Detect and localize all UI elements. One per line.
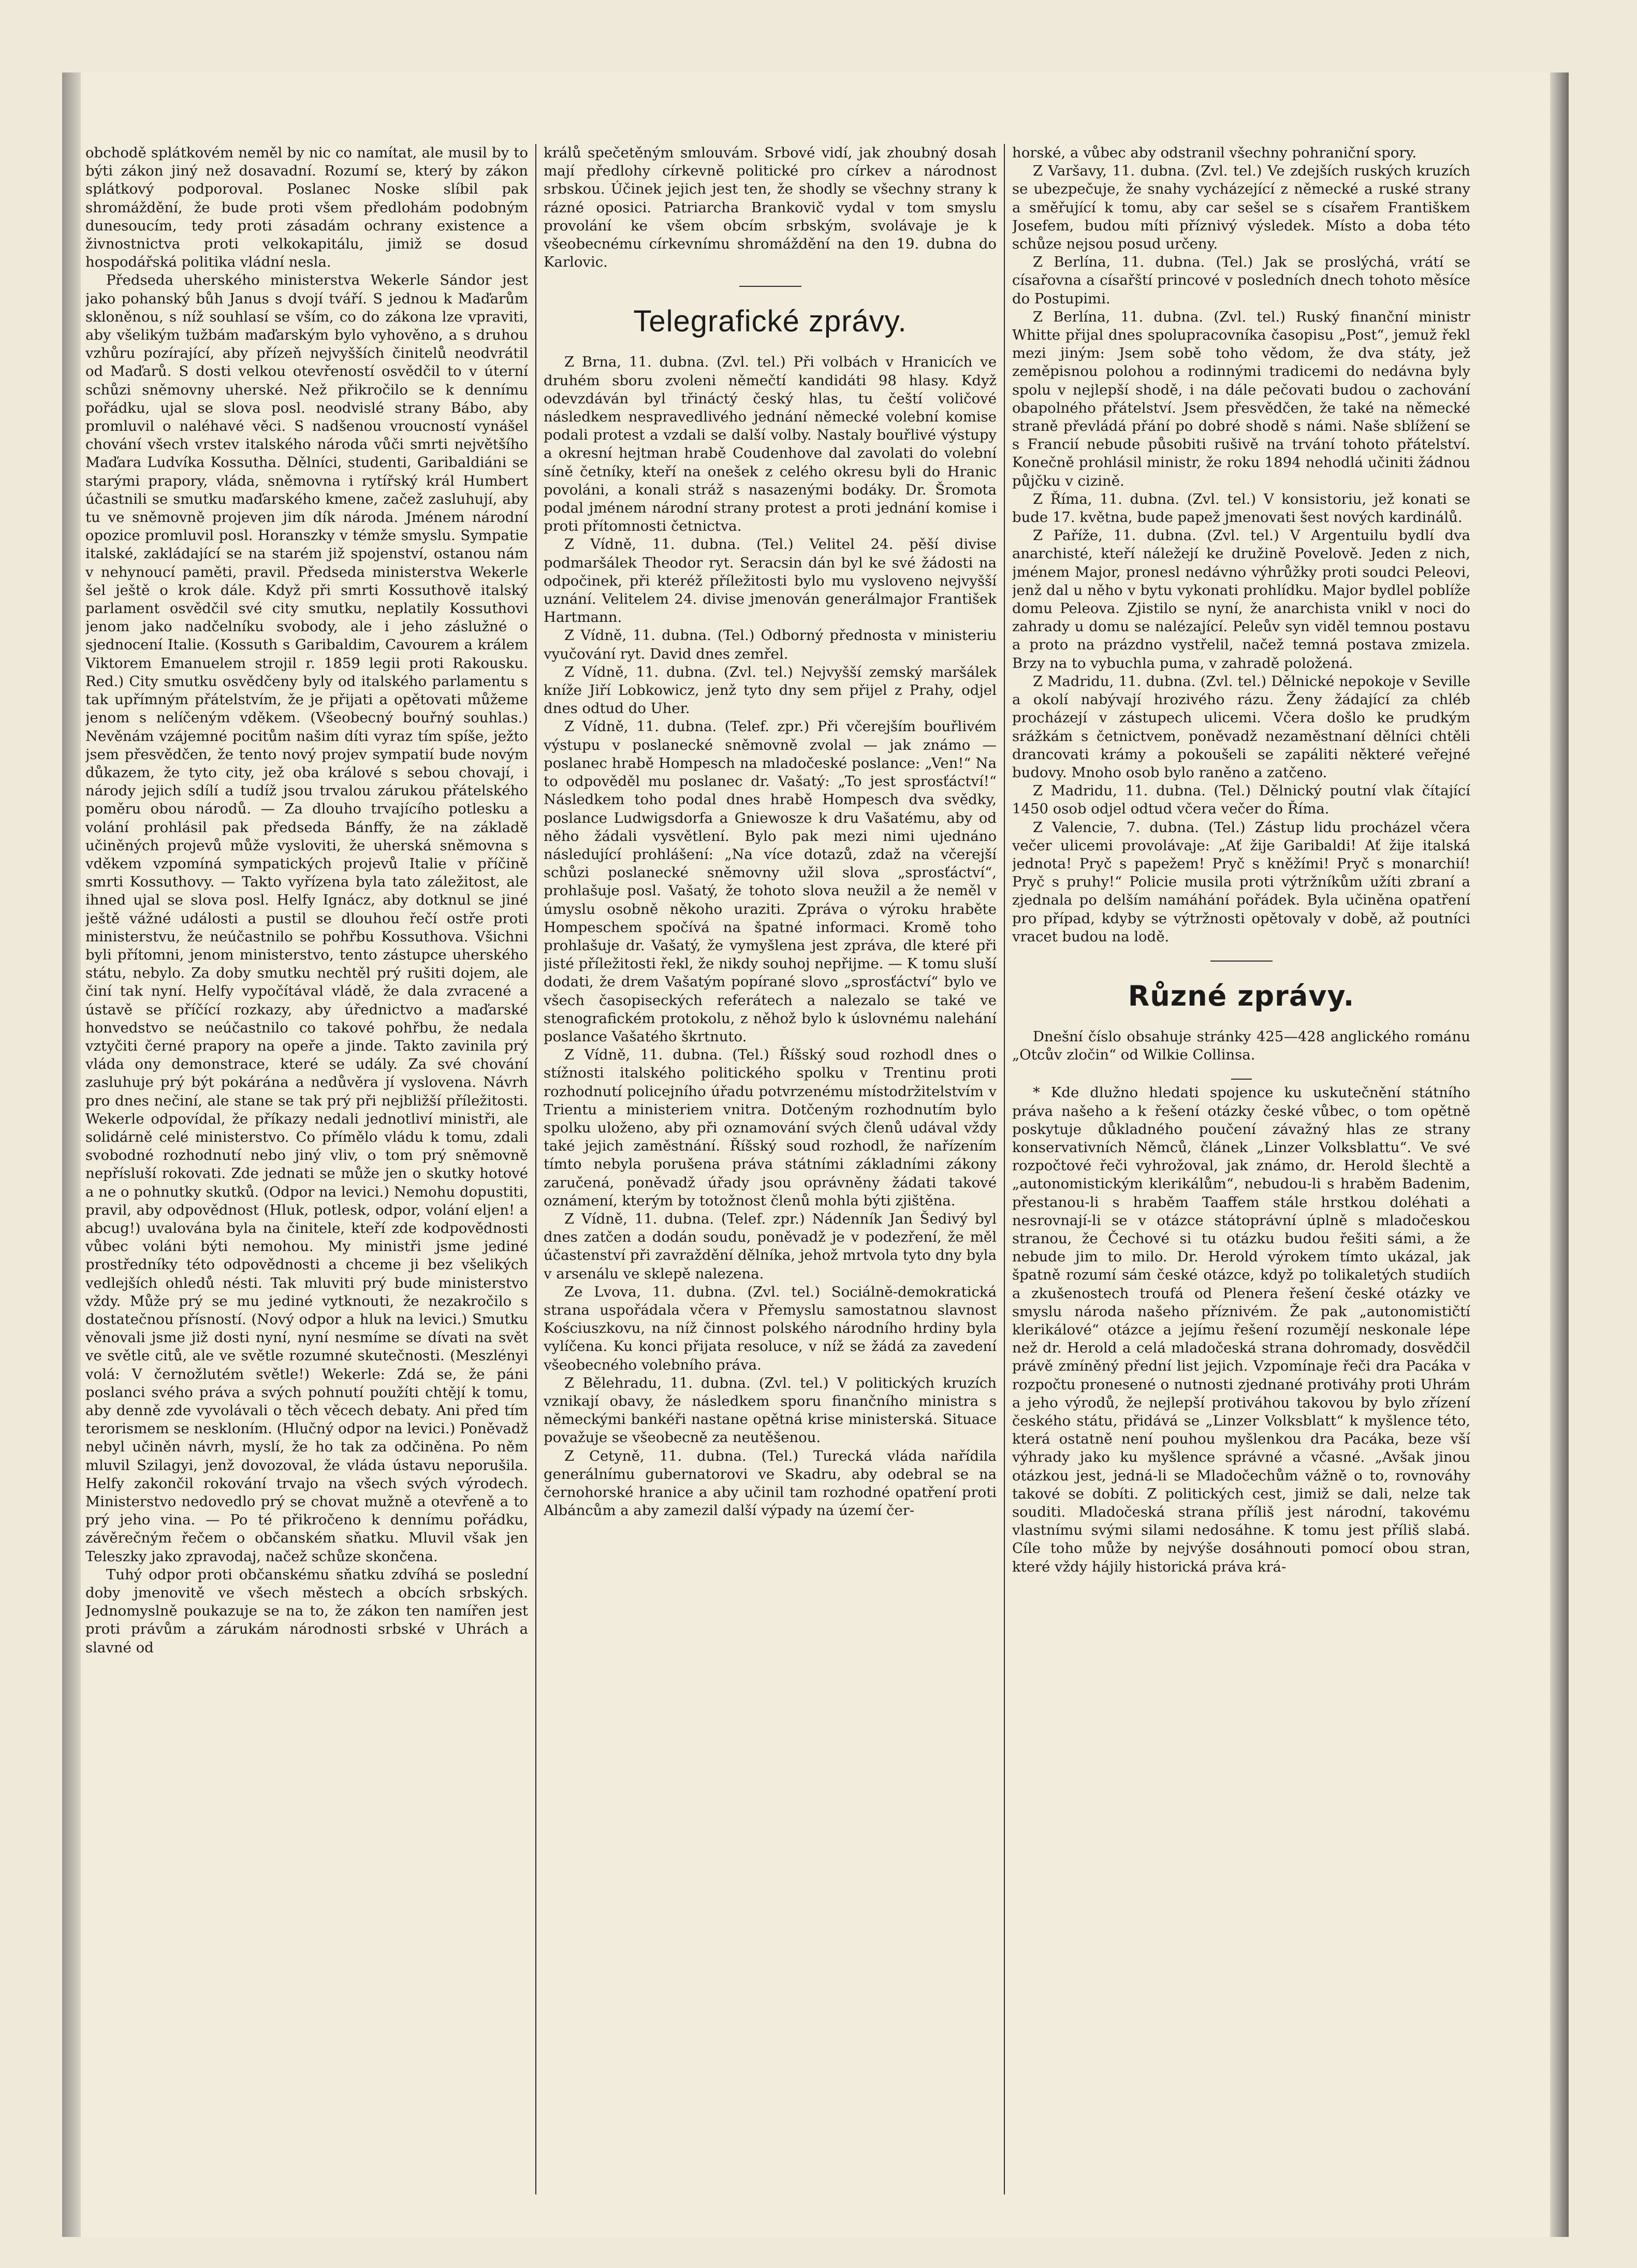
column-right [1012, 144, 1470, 2194]
paragraph: Tuhý odpor proti občanskému sňatku zdvíhá se poslední doby jmenovitě ve všech městech a obcích srbských. Jednomyslně poukazuje se na to, že zákon ten namířen jest proti právům a zárukám národnosti srbské v Uhrách a slavné od [85, 1566, 528, 1656]
news-item: Z Madridu, 11. dubna. (Zvl. tel.) Dělnické nepokoje v Seville a okolí nabývají hrozivého rázu. Ženy žádající za chléb procházejí v zástupech ulicemi. Včera došlo ke prudkým srážkám s četnictvem, poněvadž nezaměstnaní dělníci chtěli drancovati krámy a pokoušeli se zapáliti některé veřejné budovy. Mnoho osob bylo raněno a zatčeno. [1012, 673, 1470, 781]
news-item: Z Paříže, 11. dubna. (Zvl. tel.) V Argentuilu bydlí dva anarchisté, kteří náležejí ke družině Povelově. Jeden z nich, jménem Major, pronesl nedávno výhrůžky proti soudci Peleovi, jenž dal u něho v bytu vykonati prohlídku. Major bydlel poblíže domu Peleova. Zjistilo se nyní, že anarchista vnikl v noci do zahrady u domu se nalézající. Peleův syn viděl temnou postavu a proto na prázdno vystřelil, načež temná postava zmizela. Brzy na to vybuchla puma, v zahradě položená. [1012, 527, 1470, 672]
section-divider [739, 286, 801, 287]
news-item: Z Vídně, 11. dubna. (Telef. zpr.) Při včerejším bouřlivém výstupu v poslanecké sněmovně zvolal — jak známo — poslanec hrabě Hompesch na mladočeské poslance: „Ven!“ Na to odpověděl mu poslanec dr. Vašatý: „To jest sprosťáctví!“ Následkem toho podal dnes hrabě Hompesch dva svědky, poslance Ludwigsdorfa a Gniewosze k dru Vašatému, aby od něho žádali vysvětlení. Bylo pak mezi nimi ujednáno následující prohlášení: „Na více dotazů, zdaž na včerejší schůzi poslanecké sněmovny užil slova „sprosťáctví“, prohlašuje posl. Vašatý, že tohoto slova neužil a že neměl v úmyslu osobně někoho uraziti. Zpráva o výroku hraběte Hompeschem spočívá na špatné informaci. Kromě toho prohlašuje dr. Vašatý, že vymyšlena jest zpráva, dle které při jisté příležitosti řekl, že nikdy souhoj nepřijme. — K tomu sluší dodati, že drem Vašatým popírané slovo „sprosťáctví“ bylo ve všech časopiseckých referátech a nalezalo se také ve stenografickém protokolu, z něhož bylo k úslovnému nalehání poslance Vašatého škrtnuto. [544, 718, 997, 1045]
news-item: horské, a vůbec aby odstranil všechny pohraniční spory. [1012, 144, 1417, 161]
news-item: Z Cetyně, 11. dubna. (Tel.) Turecká vláda nařídila generálnímu gubernatorovi ve Skadru, aby odebral se na černohorské hranice a aby učinil tam rozhodné opatření proti Albáncům a aby zamezil další výpady na území čer- [544, 1447, 997, 1519]
news-item: Z Valencie, 7. dubna. (Tel.) Zástup lidu procházel včera večer ulicemi provolávaje: „Ať žije Garibaldi! Ať žije italská jednota! Pryč s papežem! Pryč s kněžími! Pryč s monarchií! Pryč s pruhy!“ Policie musila proti výtržníkům užíti zbraní a zjednala po delším namáhání pořádek. Byla učiněna opatření pro případ, kdyby se výtržnosti opětovaly v době, až poutníci vracet budou na lodě. [1012, 819, 1470, 945]
news-item: Z Vídně, 11. dubna. (Tel.) Velitel 24. pěší divise podmaršálek Theodor ryt. Seracsin dán byl ke své žádosti na odpočinek, při kteréž příležitosti bylo mu vysloveno nejvyšší uznání. Velitelem 24. divise jmenován generálmajor František Hartmann. [544, 536, 997, 626]
news-item: Z Varšavy, 11. dubna. (Zvl. tel.) Ve zdejších ruských kruzích se ubezpečuje, že snahy vycházející z německé a ruské strany a směřující k tomu, aby car sešel se s císařem Františkem Josefem, budou míti příznivý výsledek. Místo a doba této schůze nejsou posud určeny. [1012, 163, 1470, 253]
section-divider [1210, 961, 1273, 962]
news-item: Ze Lvova, 11. dubna. (Zvl. tel.) Sociálně-demokratická strana uspořádala včera v Přemyslu samostatnou slavnost Kościuszkovu, na níž činnost polského národního hrdiny byla vylíčena. Ku konci přijata resoluce, v níž se žádá za zavedení všeobecného volebního práva. [544, 1283, 997, 1373]
news-item: Z Berlína, 11. dubna. (Tel.) Jak se proslýchá, vrátí se císařovna a císařští princové v posledních dnech tohoto měsíce do Postupimi. [1012, 254, 1470, 307]
article-columns [85, 144, 1470, 2194]
news-item: Z Vídně, 11. dubna. (Zvl. tel.) Nejvyšší zemský maršálek kníže Jiří Lobkowicz, jenž tyto dny sem přijel z Prahy, odjel dnes odtud do Uher. [544, 663, 997, 717]
news-item: Z Vídně, 11. dubna. (Telef. zpr.) Nádenník Jan Šedivý byl dnes zatčen a dodán soudu, poněvadž je v podezření, že měl účastenství při zavraždění dělníka, jehož mrtvola tyto dny byla v arsenálu ve sklepě nalezena. [544, 1210, 997, 1282]
paragraph: Předseda uherského ministerstva Wekerle Sándor jest jako pohanský bůh Janus s dvojí tváří. S jednou k Maďarům skloněnou, s níž souhlasí se vším, co do zákona lze vpraviti, aby všelikým tužbám maďarským bylo vyhověno, a s druhou vzhůru pozírající, aby přízeň nejvyšších činitelů neodvrátil od Maďarů. S dosti velkou otevřeností osvědčil to v úterní schůzi sněmovny uherské. Než přikročilo se k dennímu pořádku, ujal se slova posl. neodvislé strany Bábo, aby promluvil o naléhavé věci. S nadšenou vroucností vynášel chování všech vrstev italského národa vůči smrti největšího Maďara Ludvíka Kossutha. Dělníci, studenti, Garibaldiáni se starými prapory, vláda, sněmovna i rytířský král Humbert účastnili se smutku maďarského kmene, začež zasluhují, aby tu ve sněmovně projeven jim dík národa. Jménem národní opozice promluvil posl. Horanszky v témže smyslu. Sympatie italské, zakládající se na starém již spojenství, ostanou nám v nehynoucí paměti, pravil. Předseda ministerstva Wekerle šel ještě o krok dále. Když při smrti Kossuthově italský parlament osvědčil své city smutku, neplatily Kossuthovi jenom jako nadčelníku svobody, ale i jeho záslužné o sjednocení Italie. (Kossuth s Garibaldim, Cavourem a králem Viktorem Emanuelem strojil r. 1859 legii proti Rakousku. Red.) City smutku osvědčeny byly od italského parlamentu s tak upřímným přátelstvím, že je přijati a opětovati můžeme jenom s nelíčeným vděkem. (Všeobecný bouřný souhlas.) Nevěnám vzájemné pocitům našim díti vyraz tím spíše, ježto jsem přesvědčen, že tento nový projev sympatií bude novým důkazem, že tyto city, jež oba králové s sebou chovají, i národy jejich sdílí a tudíž jsou trvalou zárukou přátelského poměru obou národů. — Za dlouho trvajícího potlesku a volání prohlásil pak předseda Bánffy, že na základě učiněných projevů může vysloviti, že uherská sněmovna s vděkem vzpomíná sympatických projevů Italie v příčině smrti Kossuthovy. — Takto vyřízena byla tato záležitost, ale ihned ujal se slova posl. Helfy Ignácz, aby dotknul se jiné ještě vážné události a pustil se dlouhou řečí ostře proti ministerstvu, že neúčastnilo se pohřbu Kossuthova. Všichni byli přítomni, jenom ministerstvo, tento zástupce uherského státu, nebylo. Za doby smutku nechtěl prý rušiti dojem, ale činí tak nyní. Helfy vypočítával vládě, že dala zvracené a ústavě se příčící rozkazy, aby úřednictvo a maďarské honvedstvo se neúčastnilo co takové pohřbu, že nedala vztyčiti černé prapory na opeře a jinde. Takto zavinila prý vláda ony demonstrace, které se udály. Za své chování zasluhuje prý být pokárána a nedůvěra jí vyslovena. Návrh pro dnes nečiní, ale stane se tak prý při nejbližší příležitosti. Wekerle odpovídal, že příkazy nedali jednotliví ministři, ale solidárně celé ministerstvo. Co přímělo vládu k tomu, zdali svobodné rozhodnutí nebo jiný vliv, o tom prý sněmovně nepřísluší rokovati. Zde jednati se může jen o skutky hotové a ne o pohnutky skutků. (Odpor na levici.) Nemohu dopustiti, pravil, aby odpovědnost (Hluk, potlesk, odpor, volání eljen! a abcug!) uvalována byla na činitele, kteří zde kodpovědnosti vůbec voláni býti nemohou. My ministři jsme jediné prostředníky této odpovědnosti a chceme ji bez všelikých vedlejších ohledů nésti. Tak mluviti prý bude ministerstvo vždy. Může prý se mu jediné vytknouti, že nezakročilo s dostatečnou přísností. (Nový odpor a hluk na levici.) Smutku věnovali jsme již dosti nyní, nyní nesmíme se dívati na svět ve světle citů, ale ve světle rozumné skutečnosti. (Meszlényi volá: V černožlutém světle!) Wekerle: Zdá se, že páni poslanci svého práva a svých pohnutí použíti chtějí k tomu, aby denně zde vyvolávali o těch věcech debaty. Ani před tím terorismem se neskloním. (Hlučný odpor na levici.) Poněvadž nebyl učiněn návrh, myslí, že ho tak za odčiněna. Po něm mluvil Szilagyi, jenž dovozoval, že vláda ústavu neporušila. Helfy zakončil rokování trvajo na všech svých výrodech. Ministerstvo nedovedlo prý se chovat mužně a otevřeně a to prý jeho vina. — Po té přikročeno k dennímu pořádku, závěrečným řečem o občanském sňatku. Mluvil však jen Teleszky jako zpravodaj, načež schůze skončena. [85, 272, 528, 1565]
column-divider [1004, 144, 1005, 2194]
scan-shadow-right [1550, 72, 1569, 2237]
news-item: Z Madridu, 11. dubna. (Tel.) Dělnický poutní vlak čítající 1450 osob odjel odtud včera večer do Říma. [1012, 782, 1470, 818]
news-item: Z Říma, 11. dubna. (Zvl. tel.) V konsistoriu, jež konati se bude 17. května, bude papež jmenovati šest nových kardinálů. [1012, 490, 1470, 526]
news-item: Z Vídně, 11. dubna. (Tel.) Říšský soud rozhodl dnes o stížnosti italského politického spolku v Trentinu proti rozhodnutí policejního úřadu potvrzenému místodržitelstvím v Trientu a ministeriem vnitra. Dotčeným rozhodnutím bylo spolku uloženo, aby při oznamování svých členů udával vždy také jejich zaměstnání. Říšský soud rozhodl, že nařízením tímto nebyla porušena práva státními základními zákony zaručená, poněvadž úřady jsou oprávněny žádati takové oznámení, kterým by totožnost členů mohla býti zjištěna. [544, 1046, 997, 1209]
article: * Kde dlužno hledati spojence ku uskutečnění státního práva našeho a k řešení otázky české vůbec, o tom opětně poskytuje důkladného poučení závažný hlas ze strany konservativních Němců, článek „Linzer Volksblattu“. Ve své rozpočtové řeči vyhrožoval, jak známo, dr. Herold šlechtě a „autonomistickým klerikálům“, nebudou-li s hraběm Badenim, přestanou-li s hraběm Taaffem stále hrstkou doléhati a nesrovnají-li se v otázce státoprávní úplně s mladočeskou stranou, že Čechové si tu otázku budou řešiti sámi, a že nebude jim to milo. Dr. Herold výrokem tímto ukázal, jak špatně rozumí sám české otázce, když po tolikaletých studiích a zkušenostech troufá od Plenera řešení české otázky ve smyslu národa našeho příznivém. Že pak „autonomističtí klerikálové“ otázce a jejímu řešení rozumějí neskonale lépe než dr. Herold a celá mladočeská strana dohromady, dosvědčil právě zmíněný přední list jejich. Vzpomínaje řeči dra Pacáka v rozpočtu pronesené o nutnosti zjednané protiváhy proti Uhrám a jeho výrodů, že nejlepší protiváhou takovou by bylo zřízení českého státu, přidává se „Linzer Volksblatt“ k myšlence této, která ostatně není pouhou myšlenkou dra Pacáka, beze vší výhrady jako ku myšlence správné a včasné. „Avšak jinou otázkou jest, jedná-li se Mladočechům vážně o to, rovnováhy takové se dobíti. Z politických cest, jimiž se dali, nelze tak souditi. Mladočeská strana příliš jest národní, takovému vlastnímu svými silami nedosáhne. K tomu jest příliš slabá. Cíle toho může by nejvýše dosáhnouti pomocí obou stran, které vždy hájily historická práva krá- [1012, 1084, 1470, 1575]
column-left [85, 144, 528, 2194]
notice: Dnešní číslo obsahuje stránky 425—428 anglického románu „Otcův zločin“ od Wilkie Collinsa. [1012, 1028, 1470, 1064]
paragraph: obchodě splátkovém neměl by nic co namítat, ale musil by to býti zákon jiný než dosavadní. Rozumí se, který by zákon splátkový podporoval. Poslanec Noske slíbil pak shromáždění, že bude proti všem předlohám podobným dunesoucím, tedy proti zásadám ochrany existence a živnostnictva proti velkokapitálu, jimiž se dosud hospodářská politika vládní nesla. [85, 144, 528, 271]
section-heading-ruzne: Různé zprávy. [1128, 979, 1355, 1012]
section-divider [1231, 1079, 1252, 1080]
section-heading-telegraf: Telegrafické zprávy. [633, 304, 907, 339]
column-divider [535, 144, 536, 2194]
news-item: Z Vídně, 11. dubna. (Tel.) Odborný přednosta v ministeriu vyučování ryt. David dnes zemřel. [544, 627, 997, 662]
news-item: Z Bělehradu, 11. dubna. (Zvl. tel.) V politických kruzích vznikají obavy, že následkem sporu finančního ministra s německými bankéři nastane opětná krise ministerská. Situace považuje se všeobecně za neutěšenou. [544, 1374, 997, 1446]
news-item: Z Berlína, 11. dubna. (Zvl. tel.) Ruský finanční ministr Whitte přijal dnes spolupracovníka časopisu „Post“, jemuž řekl mezi jiným: Jsem sobě toho vědom, že dva státy, jež zeměpisnou polohou a rodinnými tradicemi do nedávna byly spolu v nejlepší shodě, i na dále pečovati budou o zachování obapolného přátelství. Jsem přesvědčen, že také na německé straně převládá přání po dobré shodě s námi. Naše sblížení se s Francií nebude působiti rušivě na trvání tohoto přátelství. Konečně prohlásil ministr, že roku 1894 nehodlá učiniti žádnou půjčku v cizině. [1012, 308, 1470, 489]
paragraph: králů spečetěným smlouvám. Srbové vidí, jak zhoubný dosah mají předlohy církevně politické pro církev a národnost srbskou. Účinek jejich jest ten, že shodly se všechny strany k rázné oposici. Patriarcha Brankovič vydal v tom smyslu provolání ke všem obcím srbským, svolávaje je k všeobecnému církevnímu shromáždění na den 19. dubna do Karlovic. [544, 144, 997, 271]
scan-shadow-left [62, 72, 81, 2237]
column-middle [544, 144, 997, 2194]
news-item: Z Brna, 11. dubna. (Zvl. tel.) Při volbách v Hranicích ve druhém sboru zvoleni němečtí kandidáti 98 hlasy. Když odevzdáván byl třináctý český hlas, tu čeští voličové následkem nespravedlivého jednání německé volební komise podali protest a vzdali se další volby. Nastaly bouřlivé výstupy a okresní hejtman hrabě Coudenhove dal zavolati do volební síně četníky, kteří na onešek z celého okresu byli do Hranic povoláni, a konali stráž s nasazenými bodáky. Dr. Šromota podal jménem národní strany protest a proti jednání komise i proti přítomnosti četnictva. [544, 354, 997, 535]
